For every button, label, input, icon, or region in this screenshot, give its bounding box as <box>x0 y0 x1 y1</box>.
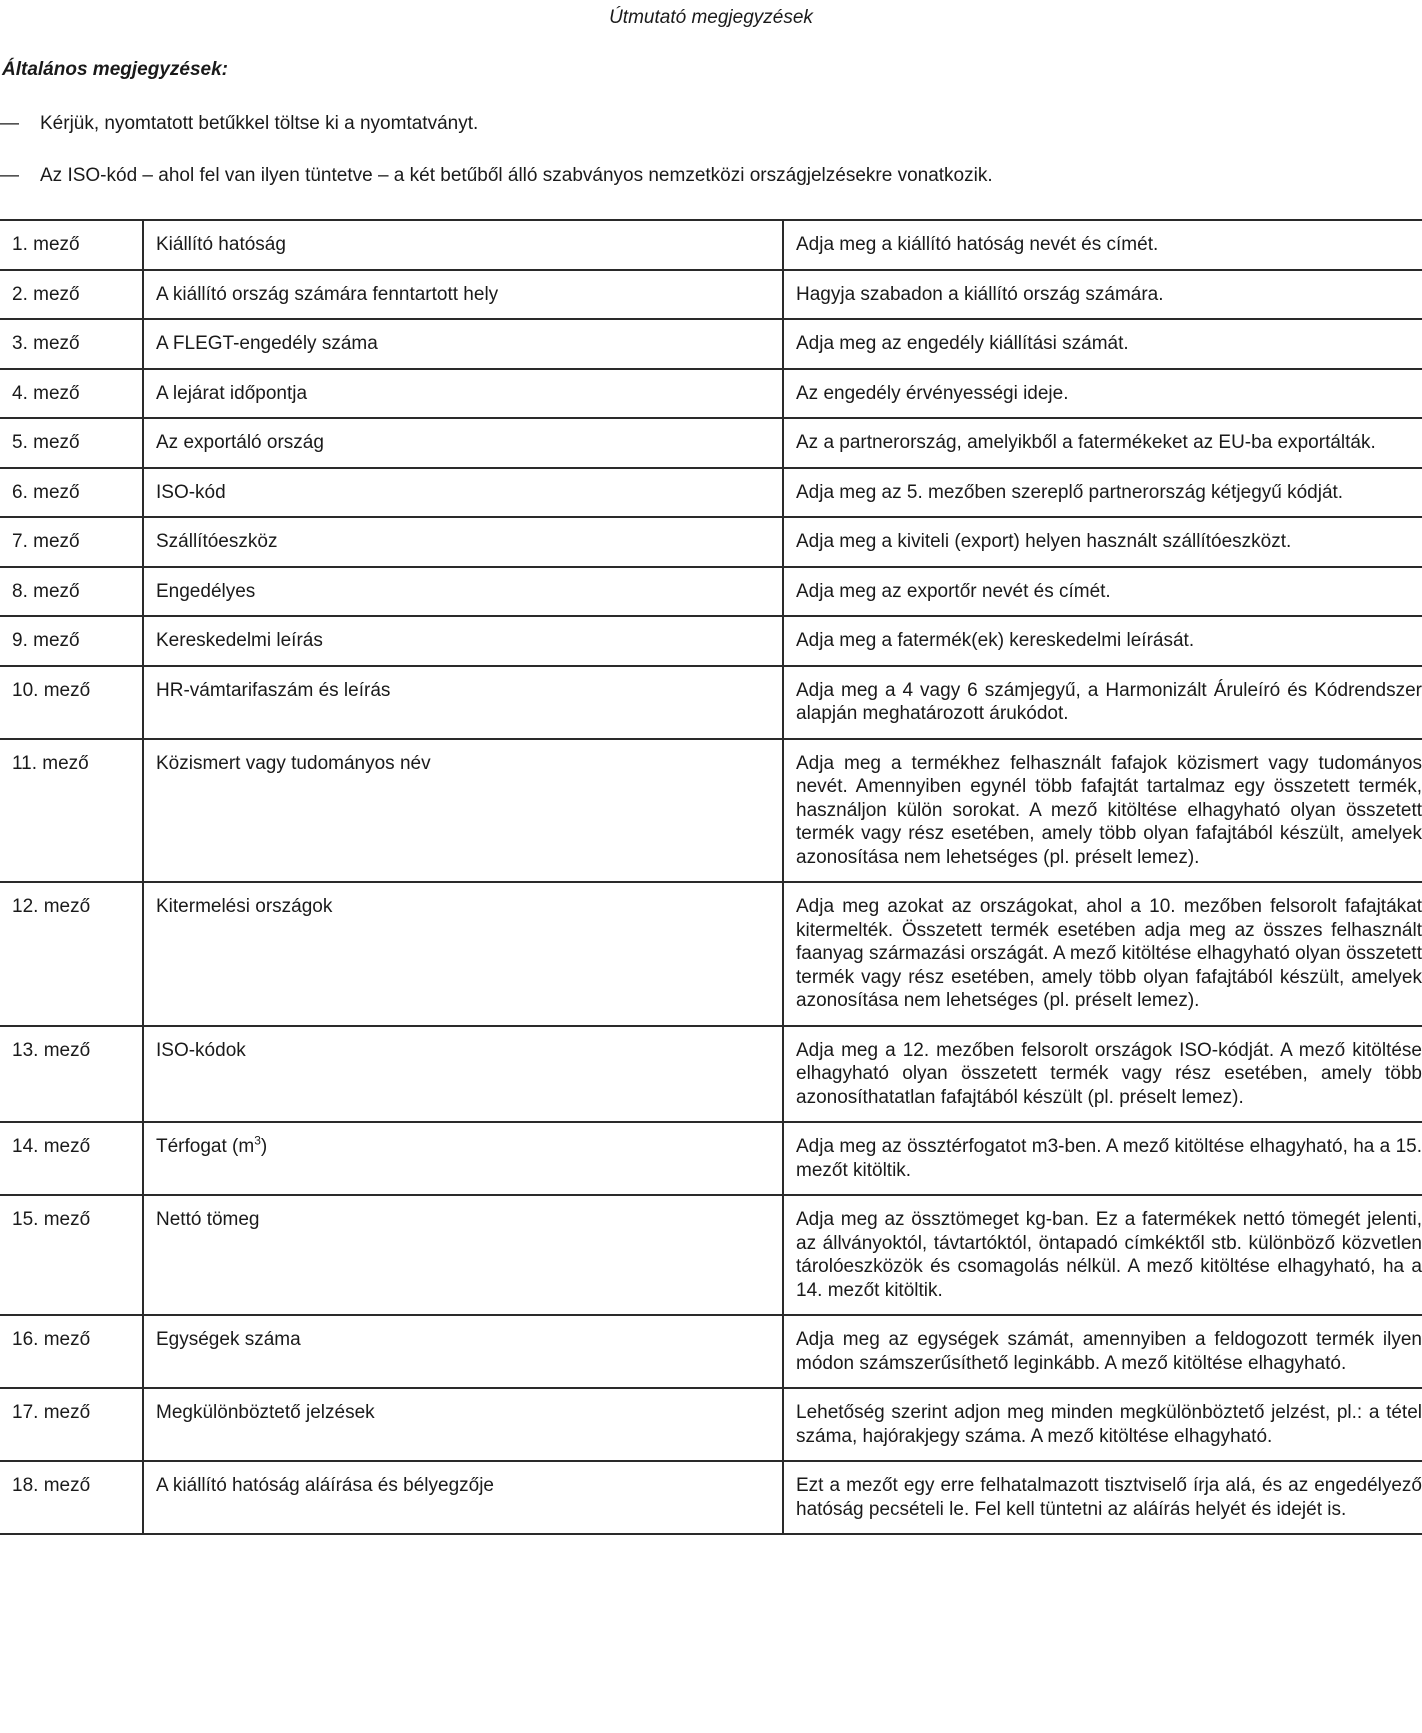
unit-superscript: 3 <box>254 1133 261 1148</box>
field-number: 13. mező <box>0 1026 143 1123</box>
field-name-suffix: ) <box>260 1136 268 1157</box>
field-number: 12. mező <box>0 882 143 1026</box>
table-row <box>0 319 1422 369</box>
field-number: 6. mező <box>0 468 143 518</box>
field-name: ISO-kódok <box>143 1026 783 1123</box>
field-name: Közismert vagy tudományos név <box>143 739 783 883</box>
table-row <box>0 1461 1422 1534</box>
field-name: Nettó tömeg <box>143 1195 783 1315</box>
table-row <box>0 468 1422 518</box>
field-name: Az exportáló ország <box>143 418 783 468</box>
field-description: Lehetőség szerint adjon meg minden megkülönböztető jelzést, pl.: a tétel száma, hajórakjegy száma. A mező kitöltése elhagyható. <box>783 1388 1422 1461</box>
field-name: A lejárat időpontja <box>143 369 783 419</box>
field-name: Egységek száma <box>143 1315 783 1388</box>
table-row <box>0 882 1422 1026</box>
field-description: Az a partnerország, amelyikből a fatermékeket az EU-ba exportálták. <box>783 418 1422 468</box>
general-notes-heading: Általános megjegyzések: <box>2 59 228 80</box>
field-description: Az engedély érvényességi ideje. <box>783 369 1422 419</box>
dash-bullet-icon: — <box>0 113 19 134</box>
field-description: Adja meg a 12. mezőben felsorolt országok ISO-kódját. A mező kitöltése elhagyható olyan összetett termék vagy rész esetében, amely több azonosíthatatlan fafajtából készült (pl. préselt lemez). <box>783 1026 1422 1123</box>
field-number: 2. mező <box>0 270 143 320</box>
field-name: Kereskedelmi leírás <box>143 616 783 666</box>
field-number: 7. mező <box>0 517 143 567</box>
field-description: Adja meg az össztömeget kg-ban. Ez a fatermékek nettó tömegét jelenti, az állványoktól, távtartóktól, öntapadó címkéktől stb. különböző közvetlen tárolóeszközök és csomagolás nélkül. A mező kitöltése elhagyható, ha a 14. mezőt kitöltik. <box>783 1195 1422 1315</box>
field-number: 14. mező <box>0 1122 143 1195</box>
field-description: Hagyja szabadon a kiállító ország számára. <box>783 270 1422 320</box>
field-name: Kiállító hatóság <box>143 220 783 270</box>
field-number: 4. mező <box>0 369 143 419</box>
general-note-text: Az ISO-kód – ahol fel van ilyen tüntetve – a két betűből álló szabványos nemzetközi országjelzésekre vonatkozik. <box>40 165 993 186</box>
field-description: Adja meg a termékhez felhasznált fafajok közismert vagy tudományos nevét. Amennyiben egynél több fafajtát tartalmaz egy összetett termék, használjon külön sorokat. A mező kitöltése elhagyható olyan összetett termék vagy rész esetében, amely több olyan fafajtából készült, amelyek azonosítása nem lehetséges (pl. préselt lemez). <box>783 739 1422 883</box>
general-note <box>0 112 478 136</box>
field-description: Adja meg az exportőr nevét és címét. <box>783 567 1422 617</box>
field-name <box>143 1122 783 1195</box>
table-row <box>0 567 1422 617</box>
field-name-text: Térfogat (m <box>156 1136 255 1157</box>
table-row <box>0 270 1422 320</box>
field-number: 17. mező <box>0 1388 143 1461</box>
table-row <box>0 418 1422 468</box>
field-name: A FLEGT-engedély száma <box>143 319 783 369</box>
field-name: HR-vámtarifaszám és leírás <box>143 666 783 739</box>
field-name: Szállítóeszköz <box>143 517 783 567</box>
field-number: 5. mező <box>0 418 143 468</box>
field-name: Megkülönböztető jelzések <box>143 1388 783 1461</box>
field-number: 11. mező <box>0 739 143 883</box>
page-title: Útmutató megjegyzések <box>609 7 813 28</box>
field-description: Ezt a mezőt egy erre felhatalmazott tisztviselő írja alá, és az engedélyező hatóság pecsételi le. Fel kell tüntetni az aláírás helyét és idejét is. <box>783 1461 1422 1534</box>
field-name: Engedélyes <box>143 567 783 617</box>
field-description: Adja meg a kiállító hatóság nevét és címét. <box>783 220 1422 270</box>
field-description: Adja meg az egységek számát, amennyiben a feldogozott termék ilyen módon számszerűsíthető leginkább. A mező kitöltése elhagyható. <box>783 1315 1422 1388</box>
table-row <box>0 1026 1422 1123</box>
field-number: 15. mező <box>0 1195 143 1315</box>
table-row <box>0 1122 1422 1195</box>
table-row <box>0 517 1422 567</box>
table-row <box>0 369 1422 419</box>
field-number: 18. mező <box>0 1461 143 1534</box>
dash-bullet-icon: — <box>0 165 19 186</box>
field-description: Adja meg az 5. mezőben szereplő partnerország kétjegyű kódját. <box>783 468 1422 518</box>
table-row <box>0 1195 1422 1315</box>
field-description: Adja meg a 4 vagy 6 számjegyű, a Harmonizált Áruleíró és Kódrendszer alapján meghatározott árukódot. <box>783 666 1422 739</box>
field-number: 16. mező <box>0 1315 143 1388</box>
table-row <box>0 1388 1422 1461</box>
field-number: 1. mező <box>0 220 143 270</box>
field-number: 8. mező <box>0 567 143 617</box>
table-row <box>0 739 1422 883</box>
field-name: A kiállító hatóság aláírása és bélyegzője <box>143 1461 783 1534</box>
field-description: Adja meg a fatermék(ek) kereskedelmi leírását. <box>783 616 1422 666</box>
table-row <box>0 616 1422 666</box>
fields-table <box>0 219 1422 1535</box>
field-name: A kiállító ország számára fenntartott hely <box>143 270 783 320</box>
field-name: Kitermelési országok <box>143 882 783 1026</box>
field-description: Adja meg a kiviteli (export) helyen használt szállítóeszközt. <box>783 517 1422 567</box>
table-row <box>0 1315 1422 1388</box>
general-note-text: Kérjük, nyomtatott betűkkel töltse ki a nyomtatványt. <box>40 113 479 134</box>
field-description: Adja meg az engedély kiállítási számát. <box>783 319 1422 369</box>
table-row <box>0 220 1422 270</box>
table-row <box>0 666 1422 739</box>
field-number: 10. mező <box>0 666 143 739</box>
general-note <box>0 164 993 188</box>
field-name: ISO-kód <box>143 468 783 518</box>
field-description: Adja meg az össztérfogatot m3-ben. A mező kitöltése elhagyható, ha a 15. mezőt kitöltik. <box>783 1122 1422 1195</box>
field-description: Adja meg azokat az országokat, ahol a 10. mezőben felsorolt fafajtákat kitermelték. Összetett termék esetében adja meg az összes felhasznált faanyag származási országát. A mező kitöltése elhagyható olyan összetett termék vagy rész esetében, amely több olyan fafajtából készült, amelyek azonosítása nem lehetséges (pl. préselt lemez). <box>783 882 1422 1026</box>
field-number: 9. mező <box>0 616 143 666</box>
field-number: 3. mező <box>0 319 143 369</box>
